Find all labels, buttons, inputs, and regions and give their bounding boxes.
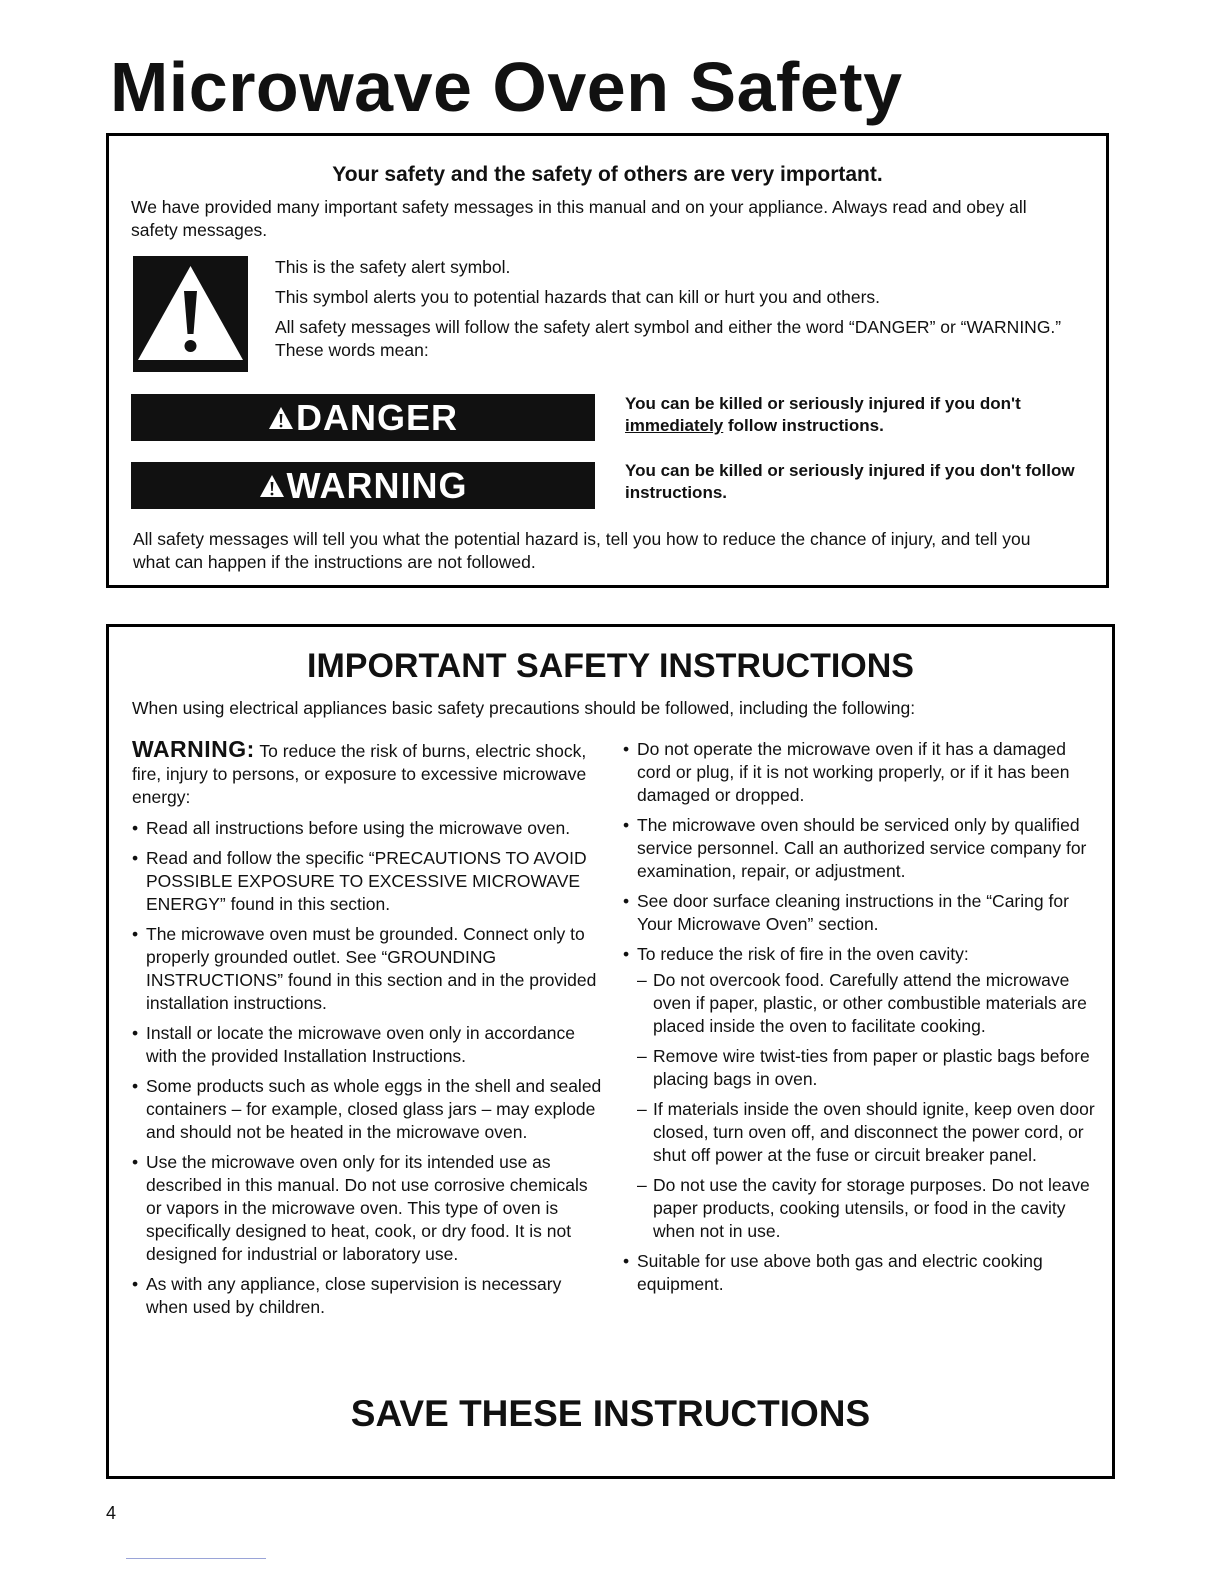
danger-text-start: You can be killed or seriously injured if you don't (625, 394, 1021, 413)
sub-list-item: – Remove wire twist-ties from paper or plastic bags before placing bags in oven. (637, 1045, 1103, 1091)
danger-meaning (625, 393, 1105, 437)
safety-message-box (106, 133, 1109, 588)
symbol-line: This is the safety alert symbol. (275, 257, 511, 277)
sub-list-item: – Do not use the cavity for storage purposes. Do not leave paper products, cooking utensils, or food in the cavity when not in use. (637, 1174, 1103, 1243)
safety-alert-icon (133, 256, 248, 372)
symbol-explanation (275, 256, 1075, 369)
safety-intro: We have provided many important safety messages in this manual and on your appliance. Always read and obey all safety messages. (131, 197, 1027, 240)
warning-meaning: You can be killed or seriously injured if you don't follow instructions. (625, 461, 1075, 502)
danger-text-emphasis: immediately (625, 416, 724, 435)
list-item: • Suitable for use above both gas and electric cooking equipment. (623, 1250, 1103, 1296)
list-item: • Read all instructions before using the microwave oven. (132, 817, 607, 840)
left-bullet-list (132, 817, 607, 1319)
danger-label: DANGER (295, 396, 458, 438)
list-item: • As with any appliance, close supervision is necessary when used by children. (132, 1273, 607, 1319)
sub-list-item: – If materials inside the oven should ignite, keep oven door closed, turn oven off, and disconnect the power cord, or shut off power at the fuse or circuit breaker panel. (637, 1098, 1103, 1167)
list-item: • Install or locate the microwave oven only in accordance with the provided Installation Instructions. (132, 1022, 607, 1068)
warning-label: WARNING (286, 464, 468, 506)
alert-triangle-icon (259, 474, 285, 498)
symbol-line: All safety messages will follow the safety alert symbol and either the word “DANGER” or “WARNING.” These words mean: (275, 317, 1062, 360)
list-item: • The microwave oven must be grounded. Connect only to properly grounded outlet. See “GROUNDING INSTRUCTIONS” found in this section and in the provided installation instructions. (132, 923, 607, 1015)
list-item: • Do not operate the microwave oven if it has a damaged cord or plug, if it is not working properly, or if it has been damaged or dropped. (623, 738, 1103, 807)
warning-banner (131, 462, 595, 509)
warning-lead: WARNING: (132, 736, 255, 762)
list-item: • Use the microwave oven only for its intended use as described in this manual. Do not use corrosive chemicals or vapors in the microwave oven. This type of oven is specifically designed to heat, cook, or dry food. It is not designed for industrial or laboratory use. (132, 1151, 607, 1266)
right-bullet-list (623, 738, 1103, 1296)
footer-rule (126, 1558, 266, 1559)
instructions-left-column (132, 738, 607, 1326)
symbol-line: This symbol alerts you to potential hazards that can kill or hurt you and others. (275, 287, 881, 307)
list-item: • Read and follow the specific “PRECAUTIONS TO AVOID POSSIBLE EXPOSURE TO EXCESSIVE MICROWAVE ENERGY” found in this section. (132, 847, 607, 916)
danger-banner (131, 394, 595, 441)
save-instructions-heading: SAVE THESE INSTRUCTIONS (350, 1393, 871, 1434)
list-item: • The microwave oven should be serviced only by qualified service personnel. Call an authorized service company for examination, repair, or adjustment. (623, 814, 1103, 883)
fire-subitem-list (637, 969, 1103, 1243)
safety-footer: All safety messages will tell you what the potential hazard is, tell you how to reduce the chance of injury, and tell you what can happen if the instructions are not followed. (133, 529, 1031, 572)
fire-risk-text: To reduce the risk of fire in the oven cavity: (637, 944, 969, 964)
list-item: • Some products such as whole eggs in the shell and sealed containers – for example, closed glass jars – may explode and should not be heated in the microwave oven. (132, 1075, 607, 1144)
instructions-intro: When using electrical appliances basic safety precautions should be followed, including the following: (132, 698, 916, 718)
warning-text: To reduce the risk of burns, electric shock, fire, injury to persons, or exposure to excessive microwave energy: (132, 741, 587, 807)
list-item: • See door surface cleaning instructions in the “Caring for Your Microwave Oven” section. (623, 890, 1103, 936)
warning-paragraph (132, 738, 607, 809)
page-title: Microwave Oven Safety (110, 48, 903, 126)
sub-list-item: – Do not overcook food. Carefully attend the microwave oven if paper, plastic, or other combustible materials are placed inside the oven to facilitate cooking. (637, 969, 1103, 1038)
instructions-heading: IMPORTANT SAFETY INSTRUCTIONS (307, 647, 914, 685)
important-instructions-box (106, 624, 1115, 1479)
danger-text-end: follow instructions. (723, 416, 884, 435)
safety-heading: Your safety and the safety of others are very important. (332, 163, 883, 186)
instructions-right-column (623, 738, 1103, 1303)
page-number: 4 (106, 1503, 117, 1523)
fire-risk-item (623, 943, 1103, 1243)
alert-triangle-icon (268, 406, 294, 430)
